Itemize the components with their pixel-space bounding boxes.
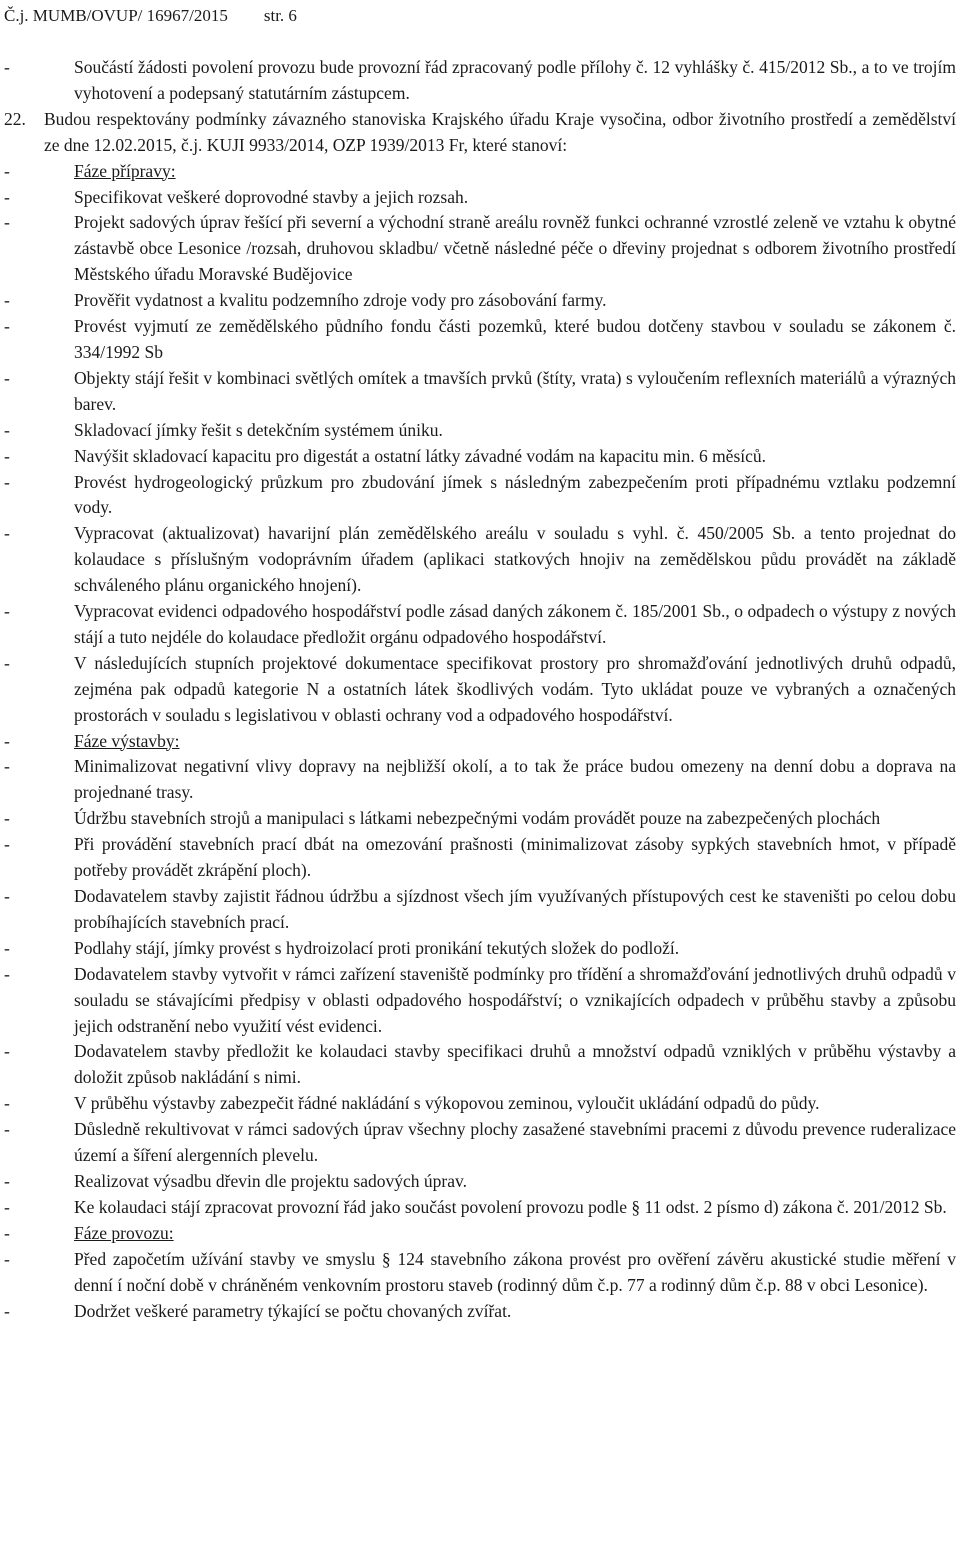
item-text: Projekt sadových úprav řešící při severní a východní straně areálu rovněž funkci ochranné vzrostlé zeleně ve vztahu k obytné zástavbě obce Lesonice /rozsah, druhovou skladbu/ včetně následné péče o dřeviny projednat s odborem životního prostředí Městského úřadu Moravské Budějovice — [74, 212, 956, 285]
item-text: Objekty stájí řešit v kombinaci světlých omítek a tmavších prvků (štíty, vrata) s vyloučením reflexních materiálů a výrazných barev. — [74, 367, 956, 414]
marker-text: - — [4, 471, 10, 492]
list-marker — [4, 521, 74, 547]
list-item — [4, 806, 956, 832]
marker-text: - — [4, 523, 10, 544]
marker-text: - — [4, 963, 10, 984]
marker-text: - — [4, 756, 10, 777]
item-text: Prověřit vydatnost a kvalitu podzemního zdroje vody pro zásobování farmy. — [74, 290, 607, 311]
list-item — [4, 651, 956, 729]
list-item — [4, 418, 956, 444]
list-item — [4, 1247, 956, 1299]
list-marker — [4, 470, 74, 496]
list-marker — [4, 55, 74, 81]
item-text: Navýšit skladovací kapacitu pro digestát a ostatní látky závadné vodám na kapacitu min. 6 měsíců. — [74, 445, 767, 466]
item-text: Údržbu stavebních strojů a manipulaci s látkami nebezpečnými vodám provádět pouze na zabezpečených plochách — [74, 808, 881, 829]
list-marker — [4, 1091, 74, 1117]
marker-text: - — [4, 886, 10, 906]
marker-text: - — [4, 445, 10, 466]
item-text: Skladovací jímky řešit s detekčním systémem úniku. — [74, 419, 443, 440]
list-item — [4, 1117, 956, 1169]
list-marker — [4, 962, 74, 988]
marker-text: - — [4, 601, 10, 622]
item-text: Minimalizovat negativní vlivy dopravy na nejbližší okolí, a to tak že práce budou omezeny na denní dobu a doprava na projednané trasy. — [74, 756, 956, 803]
list-item — [4, 185, 956, 211]
list-marker — [4, 1221, 74, 1247]
phase-heading: Fáze výstavby: — [74, 730, 180, 751]
list-item — [4, 55, 956, 107]
list-marker — [4, 185, 74, 211]
item-text: Důsledně rekultivovat v rámci sadových úprav všechny plochy zasažené stavebními pracemi z důvodu prevence ruderalizace území a šíření alergenních plevelu. — [74, 1119, 956, 1166]
marker-text: - — [4, 160, 10, 181]
item-text: Realizovat výsadbu dřevin dle projektu sadových úprav. — [74, 1170, 467, 1191]
marker-text: - — [4, 419, 10, 440]
list-marker — [4, 754, 74, 780]
marker-text: - — [4, 1300, 10, 1321]
list-item — [4, 832, 956, 884]
item-text: Podlahy stájí, jímky provést s hydroizolací proti pronikání tekutých složek do podloží. — [74, 937, 680, 958]
item-text: V průběhu výstavby zabezpečit řádné nakládání s výkopovou zeminou, vyloučit ukládání odpadů do půdy. — [74, 1093, 820, 1114]
marker-text: - — [4, 1119, 10, 1140]
phase-heading: Fáze přípravy: — [74, 160, 176, 181]
item-text: Před započetím užívání stavby ve smyslu § 124 stavebního zákona provést pro ověření závěru akustické studie měření v denní í noční době v chráněném venkovním prostoru staveb (rodinný dům č.p. 77 a rodinný dům č.p. 88 v obci Lesonice). — [74, 1248, 956, 1295]
marker-text: - — [4, 1248, 10, 1269]
item-text: V následujících stupních projektové dokumentace specifikovat prostory pro shromažďování jednotlivých druhů odpadů, zejména pak odpadů kategorie N a ostatních látek škodlivých vodám. Tyto ukládat pouze ve vybraných a označených prostorách v souladu s legislativou v oblasti ochrany vod a odpadového hospodářství. — [74, 652, 956, 725]
marker-text: 22. — [4, 108, 26, 129]
marker-text: - — [4, 367, 10, 388]
list-marker — [4, 107, 38, 133]
list-item — [4, 599, 956, 651]
list-marker — [4, 599, 74, 625]
item-text: Při provádění stavebních prací dbát na omezování prašnosti (minimalizovat zásoby sypkých stavebních hmot, v případě potřeby provádět zkrápění ploch). — [74, 834, 956, 881]
list-item — [4, 936, 956, 962]
list-marker — [4, 1247, 74, 1273]
marker-text: - — [4, 937, 10, 958]
list-item — [4, 314, 956, 366]
numbered-paragraph — [4, 107, 956, 159]
marker-text: - — [4, 290, 10, 311]
list-marker — [4, 159, 74, 185]
marker-text: - — [4, 316, 10, 337]
item-text: Dodavatelem stavby předložit ke kolaudaci stavby specifikaci druhů a množství odpadů vzniklých v průběhu výstavby a doložit způsob nakládání s nimi. — [74, 1041, 956, 1088]
document-body — [4, 55, 956, 1324]
marker-text: - — [4, 834, 10, 855]
list-marker — [4, 1299, 74, 1325]
page-header — [4, 6, 297, 26]
list-marker — [4, 884, 74, 910]
marker-text: - — [4, 652, 10, 673]
marker-text: - — [4, 1222, 10, 1243]
item-text: Provést hydrogeologický průzkum pro zbudování jímek s následným zabezpečením proti případnému vztlaku podzemní vody. — [74, 471, 956, 518]
item-text: Vypracovat evidenci odpadového hospodářství podle zásad daných zákonem č. 185/2001 Sb., o odpadech o výstupy z nových stájí a tuto nejdéle do kolaudace předložit orgánu odpadového hospodářství. — [74, 601, 956, 647]
list-item — [4, 884, 956, 936]
list-item — [4, 470, 956, 522]
list-marker — [4, 936, 74, 962]
item-text: Součástí žádosti povolení provozu bude provozní řád zpracovaný podle přílohy č. 12 vyhlášky č. 415/2012 Sb., a to ve trojím vyhotovení a podepsaný statutárním zástupcem. — [74, 57, 956, 103]
item-text: Dodavatelem stavby zajistit řádnou údržbu a sjízdnost všech jím využívaných přístupových cest ke staveništi po celou dobu probíhajících stavebních prací. — [74, 886, 956, 932]
list-item — [4, 521, 956, 599]
list-item — [4, 1299, 956, 1325]
list-marker — [4, 651, 74, 677]
list-marker — [4, 288, 74, 314]
list-item — [4, 210, 956, 288]
marker-text: - — [4, 1093, 10, 1114]
list-marker — [4, 729, 74, 755]
document-reference: Č.j. MUMB/OVUP/ 16967/2015 — [4, 6, 228, 25]
list-marker — [4, 1169, 74, 1195]
list-item — [4, 1221, 956, 1247]
page-number: str. 6 — [263, 6, 297, 25]
list-item — [4, 366, 956, 418]
item-text: Dodavatelem stavby vytvořit v rámci zařízení staveniště podmínky pro třídění a shromažďování jednotlivých druhů odpadů v souladu se stávajícími předpisy v oblasti odpadového hospodářství; o vznikajících odpadech v průběhu stavby a způsobu jejich odstranění nebo využití vést evidenci. — [74, 963, 956, 1036]
item-text: Ke kolaudaci stájí zpracovat provozní řád jako součást povolení provozu podle § 11 odst. 2 písmo d) zákona č. 201/2012 Sb. — [74, 1196, 947, 1217]
marker-text: - — [4, 1041, 10, 1062]
marker-text: - — [4, 730, 10, 751]
marker-text: - — [4, 1196, 10, 1217]
list-item — [4, 159, 956, 185]
list-marker — [4, 1117, 74, 1143]
list-item — [4, 962, 956, 1040]
item-text: Budou respektovány podmínky závazného stanoviska Krajského úřadu Kraje vysočina, odbor životního prostředí a zemědělství ze dne 12.02.2015, č.j. KUJI 9933/2014, OZP 1939/2013 Fr, které stanoví: — [44, 108, 956, 155]
marker-text: - — [4, 1170, 10, 1191]
item-text: Specifikovat veškeré doprovodné stavby a jejich rozsah. — [74, 186, 469, 207]
list-item — [4, 1195, 956, 1221]
list-item — [4, 444, 956, 470]
marker-text: - — [4, 186, 10, 207]
item-text: Provést vyjmutí ze zemědělského půdního fondu části pozemků, které budou dotčeny stavbou v souladu se zákonem č. 334/1992 Sb — [74, 316, 956, 362]
list-item — [4, 754, 956, 806]
list-marker — [4, 832, 74, 858]
list-item — [4, 288, 956, 314]
item-text: Dodržet veškeré parametry týkající se počtu chovaných zvířat. — [74, 1300, 512, 1321]
item-text: Vypracovat (aktualizovat) havarijní plán zemědělského areálu v souladu s vyhl. č. 450/2005 Sb. a tento projednat do kolaudace s příslušným vodoprávním úřadem (aplikaci statkových hnojiv na zemědělskou půdu provádět na základě schváleného plánu organického hnojení). — [74, 523, 956, 596]
list-marker — [4, 806, 74, 832]
list-marker — [4, 444, 74, 470]
list-marker — [4, 1039, 74, 1065]
list-marker — [4, 314, 74, 340]
list-item — [4, 1169, 956, 1195]
list-item — [4, 1039, 956, 1091]
phase-heading: Fáze provozu: — [74, 1222, 174, 1243]
list-item — [4, 1091, 956, 1117]
marker-text: - — [4, 57, 10, 77]
marker-text: - — [4, 212, 10, 233]
marker-text: - — [4, 808, 10, 829]
list-item — [4, 729, 956, 755]
list-marker — [4, 366, 74, 392]
list-marker — [4, 418, 74, 444]
list-marker — [4, 210, 74, 236]
list-marker — [4, 1195, 74, 1221]
